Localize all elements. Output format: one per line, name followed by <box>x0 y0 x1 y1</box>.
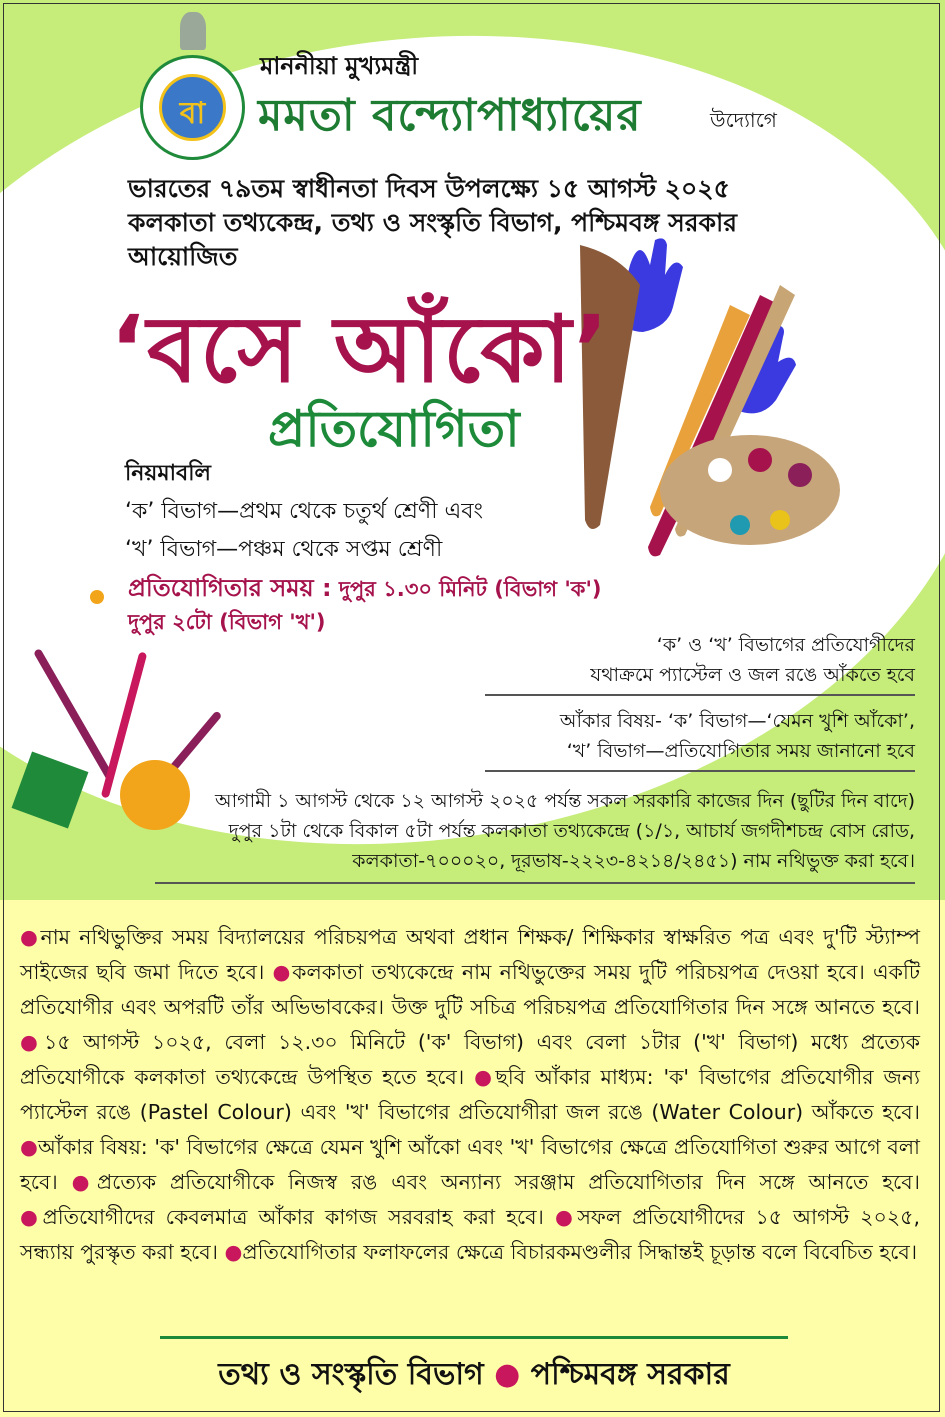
detailed-rules-paragraph: ●নাম নথিভুক্তির সময় বিদ্যালয়ের পরিচয়পত্র অথবা প্রধান শিক্ষক/ শিক্ষিকার স্বাক্ষরিত পত্র এবং দু'টি স্ট্যাম্প সাইজের ছবি জমা দিতে হবে। ●কলকাতা তথ্যকেন্দ্রে নাম নথিভুক্তের সময় দুটি পরিচয়পত্র দেওয়া হবে। একটি প্রতিযোগীর এবং অপরটি তাঁর অভিভাবকের। উক্ত দুটি সচিত্র পরিচয়পত্র প্রতিযোগিতার দিন সঙ্গে আনতে হবে। ●১৫ আগস্ট ১০২৫, বেলা ১২.৩০ মিনিটে ('ক' বিভাগ) এবং বেলা ১টার ('খ' বিভাগ) মধ্যে প্রত্যেক প্রতিযোগীকে কলকাতা তথ্যকেন্দ্রে উপস্থিত হতে হবে। ●ছবি আঁকার মাধ্যম: 'ক' বিভাগের প্রতিযোগীর জন্য প্যাস্টেল রঙে (Pastel Colour) এবং 'খ' বিভাগের প্রতিযোগীরা জল রঙে (Water Colour) আঁকতে হবে। ●আঁকার বিষয়: 'ক' বিভাগের ক্ষেত্রে যেমন খুশি আঁকো এবং 'খ' বিভাগের ক্ষেত্রে প্রতিযোগিতা শুরুর আগে বলা হবে। ●প্রত্যেক প্রতিযোগীকে নিজস্ব রঙ এবং অন্যান্য সরঞ্জাম প্রতিযোগিতার দিন সঙ্গে আনতে হবে। ●প্রতিযোগীদের কেবলমাত্র আঁকার কাগজ সরবরাহ করা হবে। ●সফল প্রতিযোগীদের ১৫ আগস্ট ২০২৫, সন্ধ্যায় পুরস্কৃত করা হবে। ●প্রতিযোগিতার ফলাফলের ক্ষেত্রে বিচারকমণ্ডলীর সিদ্ধান্তই চূড়ান্ত বলে বিবেচিত হবে। <box>20 925 921 1264</box>
bullet-icon: ● <box>20 925 41 949</box>
bullet-icon: ● <box>494 1357 531 1392</box>
page-border <box>3 3 940 1412</box>
header-name: মমতা বন্দ্যোপাধ্যায়ের <box>258 90 642 141</box>
bullet-icon: ● <box>20 1030 45 1054</box>
govt-seal-logo: বা <box>140 55 245 160</box>
timing-label: প্রতিযোগিতার সময় : <box>128 574 332 602</box>
intro-line-3: আয়োজিত <box>128 242 238 271</box>
header-suffix: উদ্যোগে <box>710 108 777 132</box>
bullet-icon: ● <box>20 1205 43 1229</box>
footer-government: পশ্চিমবঙ্গ সরকার <box>530 1357 730 1392</box>
bullet-icon: ● <box>71 1170 97 1194</box>
timing-slot-2: দুপুর ২টো (বিভাগ 'খ') <box>128 610 326 634</box>
bullet-icon: ● <box>224 1240 243 1264</box>
header-subtitle: মাননীয়া মুখ্যমন্ত্রী <box>260 52 419 80</box>
footer-department: তথ্য ও সংস্কৃতি বিভাগ <box>218 1357 484 1392</box>
subject-info: আঁকার বিষয়- ‘ক’ বিভাগ—‘যেমন খুশি আঁকো’, ‘খ’ বিভাগ—প্রতিযোগিতার সময় জানানো হবে <box>485 706 915 772</box>
event-subtitle: প্রতিযোগিতা <box>268 400 520 458</box>
intro-line-1: ভারতের ৭৯তম স্বাধীনতা দিবস উপলক্ষ্যে ১৫ আগস্ট ২০২৫ <box>128 174 730 203</box>
bullet-icon: ● <box>474 1065 496 1089</box>
colour-info: ‘ক’ ও ‘খ’ বিভাগের প্রতিযোগীদের যথাক্রমে প্যাস্টেল ও জল রঙে আঁকতে হবে <box>485 630 915 696</box>
rule-line-1: ‘ক’ বিভাগ—প্রথম থেকে চতুর্থ শ্রেণী এবং <box>125 499 483 524</box>
bullet-icon: ● <box>554 1205 578 1229</box>
event-title: ‘বসে আঁকো’ <box>110 296 611 403</box>
registration-info: আগামী ১ আগস্ট থেকে ১২ আগস্ট ২০২৫ পর্যন্ত সকল সরকারি কাজের দিন (ছুটির দিন বাদে) দুপুর ১টা থেকে বিকাল ৫টা পর্যন্ত কলকাতা তথ্যকেন্দ্রে (১/১, আচার্য জগদীশচন্দ্র বোস রোড, কলকাতা-৭০০০২০, দূরভাষ-২২২৩-৪২১৪/২৪৫১) নাম নথিভুক্ত করা হবে। <box>155 786 915 884</box>
timing-slot-1: দুপুর ১.৩০ মিনিট (বিভাগ 'ক') <box>338 577 602 601</box>
rules-heading: নিয়মাবলি <box>125 461 211 486</box>
rule-line-2: ‘খ’ বিভাগ—পঞ্চম থেকে সপ্তম শ্রেণী <box>125 537 443 562</box>
bullet-icon: ● <box>20 1135 39 1159</box>
bullet-icon: ● <box>272 960 293 984</box>
intro-line-2: কলকাতা তথ্যকেন্দ্র, তথ্য ও সংস্কৃতি বিভাগ, পশ্চিমবঙ্গ সরকার <box>128 208 737 237</box>
